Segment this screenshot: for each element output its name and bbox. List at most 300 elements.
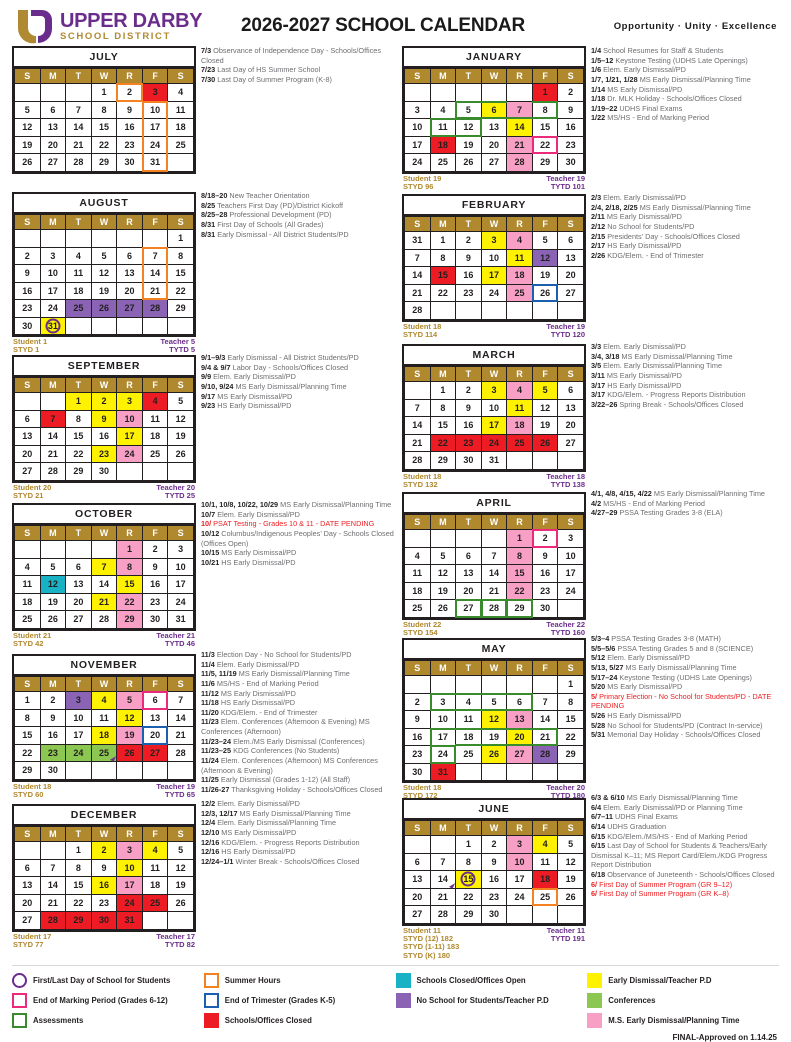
day-cell[interactable] [15,709,41,727]
day-cell[interactable] [507,284,533,302]
day-cell[interactable] [456,888,482,906]
day-cell[interactable] [142,692,168,710]
day-cell[interactable] [66,593,92,611]
day-cell[interactable] [532,547,558,565]
day-cell[interactable] [15,877,41,895]
day-cell[interactable] [66,463,92,481]
day-cell[interactable] [66,576,92,594]
day-cell[interactable] [430,249,456,267]
day-cell[interactable] [15,136,41,154]
day-cell[interactable] [117,136,143,154]
day-cell[interactable] [168,300,194,318]
day-cell[interactable] [66,282,92,300]
day-cell[interactable] [456,711,482,729]
day-cell[interactable] [507,693,533,711]
day-cell[interactable] [117,84,143,102]
day-cell[interactable] [117,576,143,594]
day-cell[interactable] [15,762,41,780]
day-cell[interactable] [481,101,507,119]
day-cell[interactable] [66,265,92,283]
day-cell[interactable] [117,393,143,411]
day-cell[interactable] [558,84,584,102]
day-cell[interactable] [168,593,194,611]
day-cell[interactable] [481,267,507,285]
day-cell[interactable] [40,317,66,335]
day-cell[interactable] [117,912,143,930]
day-cell[interactable] [558,746,584,764]
day-cell[interactable] [430,232,456,250]
day-cell[interactable] [430,565,456,583]
day-cell[interactable] [117,744,143,762]
day-cell[interactable] [91,265,117,283]
day-cell[interactable] [430,101,456,119]
day-cell[interactable] [456,249,482,267]
day-cell[interactable] [142,859,168,877]
day-cell[interactable] [456,582,482,600]
day-cell[interactable] [142,541,168,559]
day-cell[interactable] [168,692,194,710]
day-cell[interactable] [532,565,558,583]
day-cell[interactable] [117,119,143,137]
day-cell[interactable] [15,445,41,463]
day-cell[interactable] [40,859,66,877]
day-cell[interactable] [456,728,482,746]
day-cell[interactable] [507,836,533,854]
day-cell[interactable] [142,84,168,102]
day-cell[interactable] [142,428,168,446]
day-cell[interactable] [456,267,482,285]
day-cell[interactable] [142,877,168,895]
day-cell[interactable] [15,912,41,930]
day-cell[interactable] [507,871,533,889]
day-cell[interactable] [558,417,584,435]
day-cell[interactable] [142,119,168,137]
day-cell[interactable] [66,136,92,154]
day-cell[interactable] [532,871,558,889]
day-cell[interactable] [142,709,168,727]
day-cell[interactable] [117,558,143,576]
day-cell[interactable] [532,530,558,548]
day-cell[interactable] [532,399,558,417]
day-cell[interactable] [558,119,584,137]
day-cell[interactable] [66,558,92,576]
day-cell[interactable] [456,434,482,452]
day-cell[interactable] [481,382,507,400]
day-cell[interactable] [142,300,168,318]
day-cell[interactable] [15,410,41,428]
day-cell[interactable] [405,763,431,781]
day-cell[interactable] [532,746,558,764]
day-cell[interactable] [507,267,533,285]
day-cell[interactable] [117,894,143,912]
day-cell[interactable] [558,382,584,400]
day-cell[interactable] [481,249,507,267]
day-cell[interactable] [558,582,584,600]
day-cell[interactable] [405,600,431,618]
day-cell[interactable] [40,709,66,727]
day-cell[interactable] [91,445,117,463]
day-cell[interactable] [40,744,66,762]
day-cell[interactable] [507,434,533,452]
day-cell[interactable] [532,249,558,267]
day-cell[interactable] [532,284,558,302]
day-cell[interactable] [481,853,507,871]
day-cell[interactable] [40,300,66,318]
day-cell[interactable] [430,582,456,600]
day-cell[interactable] [405,582,431,600]
day-cell[interactable] [456,154,482,172]
day-cell[interactable] [117,541,143,559]
day-cell[interactable] [456,119,482,137]
day-cell[interactable] [481,119,507,137]
day-cell[interactable] [430,284,456,302]
day-cell[interactable] [558,711,584,729]
day-cell[interactable] [142,593,168,611]
day-cell[interactable] [532,888,558,906]
day-cell[interactable] [15,265,41,283]
day-cell[interactable] [40,428,66,446]
day-cell[interactable] [481,906,507,924]
day-cell[interactable] [507,888,533,906]
day-cell[interactable] [481,746,507,764]
day-cell[interactable] [168,101,194,119]
day-cell[interactable] [117,154,143,172]
day-cell[interactable] [117,247,143,265]
day-cell[interactable] [430,452,456,470]
day-cell[interactable] [558,676,584,694]
day-cell[interactable] [15,101,41,119]
day-cell[interactable] [91,136,117,154]
day-cell[interactable] [40,576,66,594]
day-cell[interactable] [405,284,431,302]
day-cell[interactable] [40,463,66,481]
day-cell[interactable] [66,894,92,912]
day-cell[interactable] [117,445,143,463]
day-cell[interactable] [430,693,456,711]
day-cell[interactable] [91,154,117,172]
day-cell[interactable] [507,728,533,746]
day-cell[interactable] [168,136,194,154]
day-cell[interactable] [15,744,41,762]
day-cell[interactable] [481,836,507,854]
day-cell[interactable] [142,894,168,912]
day-cell[interactable] [405,452,431,470]
day-cell[interactable] [40,247,66,265]
day-cell[interactable] [168,576,194,594]
day-cell[interactable] [456,136,482,154]
day-cell[interactable] [405,565,431,583]
day-cell[interactable] [117,859,143,877]
day-cell[interactable] [558,399,584,417]
day-cell[interactable] [117,300,143,318]
day-cell[interactable] [532,711,558,729]
day-cell[interactable] [91,576,117,594]
day-cell[interactable] [66,101,92,119]
day-cell[interactable] [405,711,431,729]
day-cell[interactable] [117,877,143,895]
day-cell[interactable] [481,871,507,889]
day-cell[interactable] [405,249,431,267]
day-cell[interactable] [558,154,584,172]
day-cell[interactable] [430,600,456,618]
day-cell[interactable] [456,232,482,250]
day-cell[interactable] [40,593,66,611]
day-cell[interactable] [481,728,507,746]
day-cell[interactable] [40,912,66,930]
day-cell[interactable] [15,317,41,335]
day-cell[interactable] [507,382,533,400]
day-cell[interactable] [558,530,584,548]
day-cell[interactable] [15,463,41,481]
day-cell[interactable] [91,300,117,318]
day-cell[interactable] [168,859,194,877]
day-cell[interactable] [91,393,117,411]
day-cell[interactable] [66,859,92,877]
day-cell[interactable] [142,101,168,119]
day-cell[interactable] [66,393,92,411]
day-cell[interactable] [66,154,92,172]
day-cell[interactable] [66,692,92,710]
day-cell[interactable] [91,842,117,860]
day-cell[interactable] [430,382,456,400]
day-cell[interactable] [66,744,92,762]
day-cell[interactable] [91,558,117,576]
day-cell[interactable] [456,871,482,889]
day-cell[interactable] [507,154,533,172]
day-cell[interactable] [142,136,168,154]
day-cell[interactable] [168,84,194,102]
day-cell[interactable] [507,746,533,764]
day-cell[interactable] [117,265,143,283]
day-cell[interactable] [15,859,41,877]
day-cell[interactable] [40,692,66,710]
day-cell[interactable] [91,410,117,428]
day-cell[interactable] [558,888,584,906]
day-cell[interactable] [66,709,92,727]
day-cell[interactable] [91,859,117,877]
day-cell[interactable] [430,119,456,137]
day-cell[interactable] [405,154,431,172]
day-cell[interactable] [117,101,143,119]
day-cell[interactable] [558,284,584,302]
day-cell[interactable] [481,154,507,172]
day-cell[interactable] [66,445,92,463]
day-cell[interactable] [456,452,482,470]
day-cell[interactable] [168,119,194,137]
day-cell[interactable] [456,101,482,119]
day-cell[interactable] [456,547,482,565]
day-cell[interactable] [507,530,533,548]
day-cell[interactable] [481,547,507,565]
day-cell[interactable] [532,136,558,154]
day-cell[interactable] [507,565,533,583]
day-cell[interactable] [456,906,482,924]
day-cell[interactable] [456,746,482,764]
day-cell[interactable] [430,417,456,435]
day-cell[interactable] [558,728,584,746]
day-cell[interactable] [117,593,143,611]
day-cell[interactable] [405,746,431,764]
day-cell[interactable] [91,282,117,300]
day-cell[interactable] [15,593,41,611]
day-cell[interactable] [558,136,584,154]
day-cell[interactable] [142,154,168,172]
day-cell[interactable] [481,693,507,711]
day-cell[interactable] [456,853,482,871]
day-cell[interactable] [15,154,41,172]
day-cell[interactable] [15,692,41,710]
day-cell[interactable] [142,558,168,576]
day-cell[interactable] [168,894,194,912]
day-cell[interactable] [40,119,66,137]
day-cell[interactable] [430,728,456,746]
day-cell[interactable] [142,842,168,860]
day-cell[interactable] [430,711,456,729]
day-cell[interactable] [66,842,92,860]
day-cell[interactable] [532,582,558,600]
day-cell[interactable] [91,463,117,481]
day-cell[interactable] [66,877,92,895]
day-cell[interactable] [66,611,92,629]
day-cell[interactable] [142,445,168,463]
day-cell[interactable] [91,101,117,119]
day-cell[interactable] [507,547,533,565]
day-cell[interactable] [66,727,92,745]
day-cell[interactable] [66,912,92,930]
day-cell[interactable] [430,547,456,565]
day-cell[interactable] [532,232,558,250]
day-cell[interactable] [168,744,194,762]
day-cell[interactable] [430,399,456,417]
day-cell[interactable] [142,727,168,745]
day-cell[interactable] [532,101,558,119]
day-cell[interactable] [558,249,584,267]
day-cell[interactable] [40,136,66,154]
day-cell[interactable] [507,600,533,618]
day-cell[interactable] [40,877,66,895]
day-cell[interactable] [91,727,117,745]
day-cell[interactable] [66,119,92,137]
day-cell[interactable] [91,709,117,727]
day-cell[interactable] [430,434,456,452]
day-cell[interactable] [507,119,533,137]
day-cell[interactable] [558,853,584,871]
day-cell[interactable] [40,611,66,629]
day-cell[interactable] [40,265,66,283]
day-cell[interactable] [15,300,41,318]
day-cell[interactable] [430,906,456,924]
day-cell[interactable] [481,399,507,417]
day-cell[interactable] [117,727,143,745]
day-cell[interactable] [456,399,482,417]
day-cell[interactable] [405,417,431,435]
day-cell[interactable] [532,836,558,854]
day-cell[interactable] [91,611,117,629]
day-cell[interactable] [142,265,168,283]
day-cell[interactable] [558,232,584,250]
day-cell[interactable] [481,711,507,729]
day-cell[interactable] [15,727,41,745]
day-cell[interactable] [40,282,66,300]
day-cell[interactable] [558,836,584,854]
day-cell[interactable] [142,393,168,411]
day-cell[interactable] [481,232,507,250]
day-cell[interactable] [456,565,482,583]
day-cell[interactable] [507,711,533,729]
day-cell[interactable] [91,894,117,912]
day-cell[interactable] [117,709,143,727]
day-cell[interactable] [405,853,431,871]
day-cell[interactable] [532,853,558,871]
day-cell[interactable] [142,576,168,594]
day-cell[interactable] [117,282,143,300]
day-cell[interactable] [558,565,584,583]
day-cell[interactable] [430,853,456,871]
day-cell[interactable] [532,728,558,746]
day-cell[interactable] [430,267,456,285]
day-cell[interactable] [405,119,431,137]
day-cell[interactable] [168,265,194,283]
day-cell[interactable] [91,692,117,710]
day-cell[interactable] [405,267,431,285]
day-cell[interactable] [558,871,584,889]
day-cell[interactable] [40,558,66,576]
day-cell[interactable] [558,693,584,711]
day-cell[interactable] [405,547,431,565]
day-cell[interactable] [456,382,482,400]
day-cell[interactable] [507,249,533,267]
day-cell[interactable] [91,247,117,265]
day-cell[interactable] [532,119,558,137]
day-cell[interactable] [430,136,456,154]
day-cell[interactable] [15,576,41,594]
day-cell[interactable] [15,558,41,576]
day-cell[interactable] [15,119,41,137]
day-cell[interactable] [66,428,92,446]
day-cell[interactable] [481,136,507,154]
day-cell[interactable] [40,410,66,428]
day-cell[interactable] [142,744,168,762]
day-cell[interactable] [15,282,41,300]
day-cell[interactable] [481,565,507,583]
day-cell[interactable] [481,417,507,435]
day-cell[interactable] [456,600,482,618]
day-cell[interactable] [91,119,117,137]
day-cell[interactable] [558,434,584,452]
day-cell[interactable] [15,894,41,912]
day-cell[interactable] [66,247,92,265]
day-cell[interactable] [481,888,507,906]
day-cell[interactable] [405,232,431,250]
day-cell[interactable] [40,101,66,119]
day-cell[interactable] [15,428,41,446]
day-cell[interactable] [405,888,431,906]
day-cell[interactable] [430,871,456,889]
day-cell[interactable] [40,762,66,780]
day-cell[interactable] [481,284,507,302]
day-cell[interactable] [558,547,584,565]
day-cell[interactable] [405,136,431,154]
day-cell[interactable] [430,888,456,906]
day-cell[interactable] [15,611,41,629]
day-cell[interactable] [430,763,456,781]
day-cell[interactable] [430,746,456,764]
day-cell[interactable] [405,101,431,119]
day-cell[interactable] [456,836,482,854]
day-cell[interactable] [142,410,168,428]
day-cell[interactable] [405,399,431,417]
day-cell[interactable] [532,434,558,452]
